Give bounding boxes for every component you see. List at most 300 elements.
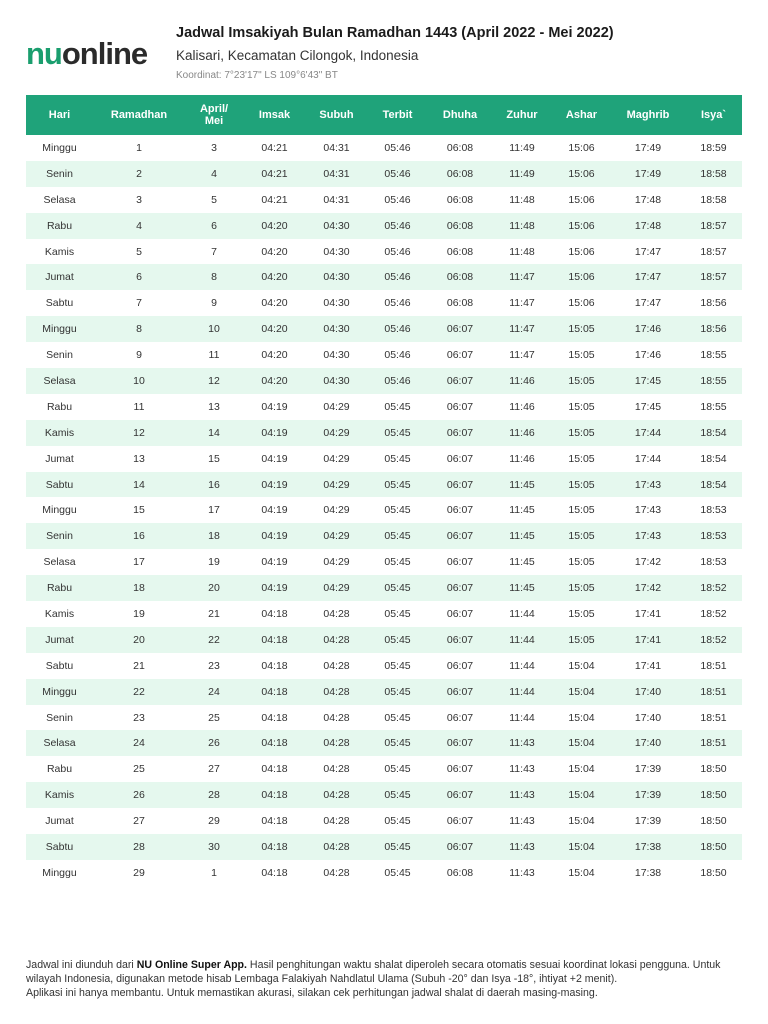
column-header-dhuha: Dhuha xyxy=(428,95,492,135)
cell-april-mei: 16 xyxy=(185,472,243,498)
cell-maghrib: 17:48 xyxy=(634,193,662,206)
table-row xyxy=(26,705,742,731)
cell-ramadhan: 27 xyxy=(133,815,145,828)
cell-ramadhan: 29 xyxy=(133,866,145,879)
table-header-row xyxy=(26,95,742,135)
table-body xyxy=(26,135,742,886)
nu-online-logo xyxy=(26,38,147,69)
cell-ramadhan: 15 xyxy=(133,504,145,517)
cell-april-mei: 7 xyxy=(211,245,217,258)
cell-maghrib: 17:43 xyxy=(634,504,662,517)
cell-hari: Selasa xyxy=(26,730,93,756)
cell-ashar: 15:05 xyxy=(552,627,611,653)
cell-ashar: 15:06 xyxy=(568,141,595,154)
cell-terbit: 05:46 xyxy=(384,193,411,206)
cell-isya: 18:50 xyxy=(685,834,742,860)
cell-maghrib: 17:45 xyxy=(634,400,662,413)
cell-hari: Senin xyxy=(46,711,73,724)
cell-april-mei: 27 xyxy=(208,763,220,776)
cell-imsak: 04:18 xyxy=(261,607,288,620)
cell-maghrib: 17:46 xyxy=(634,349,662,362)
cell-april-mei: 19 xyxy=(208,556,220,569)
cell-dhuha: 06:07 xyxy=(446,815,474,828)
cell-ramadhan: 4 xyxy=(93,213,185,239)
cell-ashar: 15:06 xyxy=(552,264,611,290)
cell-april-mei: 28 xyxy=(185,782,243,808)
cell-dhuha: 06:07 xyxy=(446,659,474,672)
cell-imsak: 04:20 xyxy=(243,316,306,342)
cell-hari: Kamis xyxy=(44,245,75,258)
cell-april-mei: 5 xyxy=(211,193,217,206)
table-row xyxy=(26,679,742,705)
cell-ramadhan: 8 xyxy=(93,316,185,342)
logo-part-online: online xyxy=(61,36,148,71)
cell-ramadhan: 12 xyxy=(93,420,185,446)
cell-dhuha: 06:07 xyxy=(428,782,492,808)
cell-terbit: 05:45 xyxy=(384,711,411,724)
cell-terbit: 05:45 xyxy=(384,400,411,413)
cell-imsak: 04:18 xyxy=(243,730,306,756)
cell-isya: 18:50 xyxy=(700,763,727,776)
cell-terbit: 05:45 xyxy=(367,575,428,601)
cell-terbit: 05:45 xyxy=(384,763,411,776)
table-row xyxy=(26,834,742,860)
cell-imsak: 04:18 xyxy=(243,627,306,653)
cell-ramadhan: 3 xyxy=(136,193,142,206)
cell-isya: 18:57 xyxy=(685,264,742,290)
cell-isya: 18:51 xyxy=(700,659,727,672)
cell-april-mei: 1 xyxy=(211,866,217,879)
cell-ashar: 15:05 xyxy=(552,316,611,342)
cell-maghrib: 17:39 xyxy=(634,815,662,828)
cell-hari: Minggu xyxy=(42,141,77,154)
table-row xyxy=(26,549,742,575)
cell-zuhur: 11:47 xyxy=(509,297,535,310)
cell-hari: Sabtu xyxy=(26,834,93,860)
footer-prefix: Jadwal ini diunduh dari xyxy=(26,959,137,971)
cell-hari: Jumat xyxy=(45,452,74,465)
cell-ashar: 15:05 xyxy=(568,607,595,620)
cell-april-mei: 4 xyxy=(185,161,243,187)
table-row xyxy=(26,342,742,368)
cell-imsak: 04:20 xyxy=(243,368,306,394)
cell-imsak: 04:19 xyxy=(261,452,288,465)
cell-terbit: 05:45 xyxy=(384,815,411,828)
cell-zuhur: 11:44 xyxy=(492,627,552,653)
cell-isya: 18:59 xyxy=(700,141,727,154)
table-row xyxy=(26,161,742,187)
cell-zuhur: 11:46 xyxy=(492,420,552,446)
cell-isya: 18:57 xyxy=(685,213,742,239)
cell-ashar: 15:04 xyxy=(552,730,611,756)
cell-zuhur: 11:46 xyxy=(492,368,552,394)
cell-zuhur: 11:46 xyxy=(509,400,535,413)
cell-ramadhan: 14 xyxy=(93,472,185,498)
cell-hari: Selasa xyxy=(43,556,76,569)
table-row xyxy=(26,135,742,161)
cell-isya: 18:50 xyxy=(700,815,727,828)
cell-dhuha: 06:08 xyxy=(446,141,474,154)
cell-hari: Senin xyxy=(26,523,93,549)
cell-subuh: 04:30 xyxy=(323,297,350,310)
cell-subuh: 04:29 xyxy=(323,504,350,517)
cell-zuhur: 11:47 xyxy=(509,349,535,362)
cell-april-mei: 15 xyxy=(208,452,220,465)
cell-april-mei: 13 xyxy=(208,400,220,413)
cell-ramadhan: 9 xyxy=(136,349,142,362)
cell-isya: 18:51 xyxy=(685,730,742,756)
cell-imsak: 04:21 xyxy=(243,161,306,187)
cell-april-mei: 26 xyxy=(185,730,243,756)
cell-maghrib: 17:44 xyxy=(634,452,662,465)
cell-isya: 18:53 xyxy=(700,556,727,569)
cell-isya: 18:58 xyxy=(700,193,727,206)
cell-terbit: 05:45 xyxy=(367,730,428,756)
coordinates-text: Koordinat: 7°23'17" LS 109°6'43" BT xyxy=(176,70,338,81)
cell-april-mei: 12 xyxy=(185,368,243,394)
page-title: Jadwal Imsakiyah Bulan Ramadhan 1443 (April 2022 - Mei 2022) xyxy=(176,25,614,41)
cell-subuh: 04:28 xyxy=(306,679,367,705)
column-header-ramadhan: Ramadhan xyxy=(93,95,185,135)
cell-zuhur: 11:48 xyxy=(509,193,535,206)
cell-isya: 18:50 xyxy=(700,866,727,879)
cell-ashar: 15:05 xyxy=(568,504,595,517)
cell-maghrib: 17:43 xyxy=(611,523,685,549)
cell-subuh: 04:28 xyxy=(306,782,367,808)
cell-imsak: 04:20 xyxy=(243,264,306,290)
cell-ashar: 15:06 xyxy=(568,245,595,258)
cell-ramadhan: 28 xyxy=(93,834,185,860)
cell-ashar: 15:05 xyxy=(568,349,595,362)
cell-imsak: 04:18 xyxy=(261,659,288,672)
footer-disclaimer: Aplikasi ini hanya membantu. Untuk memastikan akurasi, silakan cek perhitungan jadwal shalat di daerah masing-masing. xyxy=(26,987,598,999)
table-row xyxy=(26,575,742,601)
cell-isya: 18:55 xyxy=(700,400,727,413)
cell-dhuha: 06:07 xyxy=(428,575,492,601)
table-row xyxy=(26,782,742,808)
cell-april-mei: 30 xyxy=(185,834,243,860)
cell-ramadhan: 22 xyxy=(93,679,185,705)
cell-ramadhan: 7 xyxy=(136,297,142,310)
cell-isya: 18:56 xyxy=(700,297,727,310)
table-row xyxy=(26,497,742,523)
cell-subuh: 04:30 xyxy=(323,245,350,258)
cell-imsak: 04:18 xyxy=(261,763,288,776)
cell-isya: 18:51 xyxy=(700,711,727,724)
cell-subuh: 04:28 xyxy=(323,763,350,776)
cell-ramadhan: 20 xyxy=(93,627,185,653)
cell-dhuha: 06:07 xyxy=(428,834,492,860)
cell-dhuha: 06:07 xyxy=(446,556,474,569)
cell-subuh: 04:29 xyxy=(323,400,350,413)
cell-dhuha: 06:08 xyxy=(428,264,492,290)
cell-subuh: 04:30 xyxy=(306,264,367,290)
cell-april-mei: 29 xyxy=(208,815,220,828)
cell-hari: Rabu xyxy=(26,213,93,239)
column-header-april-mei: April/ Mei xyxy=(185,95,243,135)
cell-isya: 18:53 xyxy=(700,504,727,517)
cell-dhuha: 06:07 xyxy=(428,420,492,446)
cell-april-mei: 18 xyxy=(185,523,243,549)
cell-imsak: 04:18 xyxy=(243,679,306,705)
cell-maghrib: 17:46 xyxy=(611,316,685,342)
cell-april-mei: 14 xyxy=(185,420,243,446)
cell-terbit: 05:46 xyxy=(384,141,411,154)
table-row xyxy=(26,446,742,472)
cell-terbit: 05:45 xyxy=(384,866,411,879)
cell-zuhur: 11:45 xyxy=(492,575,552,601)
cell-dhuha: 06:07 xyxy=(428,679,492,705)
cell-imsak: 04:19 xyxy=(261,556,288,569)
cell-ashar: 15:06 xyxy=(552,161,611,187)
cell-ashar: 15:04 xyxy=(568,711,595,724)
cell-zuhur: 11:43 xyxy=(492,782,552,808)
cell-imsak: 04:18 xyxy=(261,711,288,724)
cell-hari: Sabtu xyxy=(45,297,74,310)
cell-ramadhan: 10 xyxy=(93,368,185,394)
cell-ramadhan: 18 xyxy=(93,575,185,601)
cell-imsak: 04:20 xyxy=(261,297,288,310)
cell-april-mei: 21 xyxy=(208,607,220,620)
cell-ramadhan: 1 xyxy=(136,141,142,154)
cell-subuh: 04:28 xyxy=(323,659,350,672)
cell-hari: Sabtu xyxy=(45,659,74,672)
cell-april-mei: 6 xyxy=(185,213,243,239)
cell-ramadhan: 23 xyxy=(133,711,145,724)
footer-note xyxy=(26,958,756,1000)
title-block xyxy=(176,24,614,82)
cell-maghrib: 17:39 xyxy=(611,782,685,808)
cell-maghrib: 17:40 xyxy=(634,711,662,724)
cell-zuhur: 11:43 xyxy=(492,834,552,860)
cell-terbit: 05:45 xyxy=(384,607,411,620)
table-row xyxy=(26,290,742,316)
cell-dhuha: 06:07 xyxy=(428,472,492,498)
cell-subuh: 04:30 xyxy=(306,213,367,239)
cell-ashar: 15:05 xyxy=(568,400,595,413)
cell-subuh: 04:29 xyxy=(323,556,350,569)
cell-subuh: 04:28 xyxy=(323,815,350,828)
cell-subuh: 04:29 xyxy=(306,575,367,601)
cell-hari: Kamis xyxy=(26,782,93,808)
table-row xyxy=(26,368,742,394)
cell-april-mei: 9 xyxy=(211,297,217,310)
cell-dhuha: 06:07 xyxy=(428,523,492,549)
cell-ashar: 15:05 xyxy=(552,523,611,549)
cell-zuhur: 11:49 xyxy=(492,161,552,187)
cell-april-mei: 23 xyxy=(208,659,220,672)
cell-hari: Minggu xyxy=(42,504,77,517)
cell-subuh: 04:28 xyxy=(323,711,350,724)
cell-hari: Sabtu xyxy=(26,472,93,498)
cell-zuhur: 11:46 xyxy=(509,452,535,465)
cell-april-mei: 22 xyxy=(185,627,243,653)
cell-maghrib: 17:41 xyxy=(634,659,662,672)
cell-isya: 18:52 xyxy=(685,575,742,601)
cell-terbit: 05:46 xyxy=(367,213,428,239)
cell-zuhur: 11:44 xyxy=(509,659,535,672)
cell-isya: 18:54 xyxy=(700,452,727,465)
cell-ramadhan: 19 xyxy=(133,607,145,620)
cell-maghrib: 17:41 xyxy=(611,627,685,653)
cell-isya: 18:53 xyxy=(685,523,742,549)
cell-terbit: 05:45 xyxy=(384,556,411,569)
cell-zuhur: 11:48 xyxy=(509,245,535,258)
cell-hari: Kamis xyxy=(26,420,93,446)
cell-terbit: 05:45 xyxy=(367,523,428,549)
cell-imsak: 04:19 xyxy=(243,523,306,549)
cell-maghrib: 17:43 xyxy=(611,472,685,498)
cell-maghrib: 17:44 xyxy=(611,420,685,446)
cell-ashar: 15:04 xyxy=(552,782,611,808)
cell-subuh: 04:28 xyxy=(306,834,367,860)
cell-terbit: 05:45 xyxy=(367,627,428,653)
cell-subuh: 04:31 xyxy=(306,161,367,187)
cell-hari: Minggu xyxy=(26,679,93,705)
column-header-isya: Isya` xyxy=(685,95,742,135)
cell-ashar: 15:04 xyxy=(568,866,595,879)
table-row xyxy=(26,730,742,756)
cell-zuhur: 11:45 xyxy=(492,523,552,549)
table-row xyxy=(26,264,742,290)
cell-april-mei: 20 xyxy=(185,575,243,601)
column-header-zuhur: Zuhur xyxy=(492,95,552,135)
cell-april-mei: 17 xyxy=(208,504,220,517)
cell-subuh: 04:28 xyxy=(323,607,350,620)
cell-ashar: 15:05 xyxy=(552,420,611,446)
cell-dhuha: 06:08 xyxy=(428,161,492,187)
cell-ramadhan: 25 xyxy=(133,763,145,776)
page-header xyxy=(0,0,768,95)
cell-maghrib: 17:48 xyxy=(611,213,685,239)
cell-ashar: 15:06 xyxy=(552,213,611,239)
cell-ramadhan: 5 xyxy=(136,245,142,258)
cell-maghrib: 17:40 xyxy=(611,730,685,756)
cell-hari: Jumat xyxy=(26,627,93,653)
cell-subuh: 04:30 xyxy=(323,349,350,362)
cell-subuh: 04:30 xyxy=(306,368,367,394)
cell-maghrib: 17:47 xyxy=(634,245,662,258)
table-row xyxy=(26,213,742,239)
cell-hari: Senin xyxy=(46,349,73,362)
cell-isya: 18:51 xyxy=(685,679,742,705)
cell-ramadhan: 13 xyxy=(133,452,145,465)
cell-ashar: 15:04 xyxy=(568,763,595,776)
cell-maghrib: 17:38 xyxy=(611,834,685,860)
cell-dhuha: 06:07 xyxy=(428,627,492,653)
cell-hari: Minggu xyxy=(26,316,93,342)
cell-subuh: 04:31 xyxy=(323,193,350,206)
cell-maghrib: 17:42 xyxy=(611,575,685,601)
cell-imsak: 04:19 xyxy=(261,504,288,517)
cell-terbit: 05:46 xyxy=(367,316,428,342)
cell-april-mei: 8 xyxy=(185,264,243,290)
cell-april-mei: 11 xyxy=(208,349,220,362)
cell-subuh: 04:29 xyxy=(323,452,350,465)
cell-isya: 18:54 xyxy=(685,472,742,498)
cell-isya: 18:55 xyxy=(700,349,727,362)
cell-maghrib: 17:47 xyxy=(611,264,685,290)
cell-zuhur: 11:44 xyxy=(492,679,552,705)
cell-ashar: 15:04 xyxy=(552,679,611,705)
cell-ashar: 15:04 xyxy=(552,834,611,860)
cell-zuhur: 11:45 xyxy=(492,472,552,498)
cell-ashar: 15:05 xyxy=(568,452,595,465)
cell-hari: Jumat xyxy=(45,815,74,828)
cell-maghrib: 17:42 xyxy=(634,556,662,569)
cell-hari: Rabu xyxy=(26,575,93,601)
cell-imsak: 04:18 xyxy=(261,866,288,879)
cell-zuhur: 11:47 xyxy=(492,264,552,290)
cell-hari: Minggu xyxy=(42,866,77,879)
cell-terbit: 05:46 xyxy=(367,264,428,290)
cell-terbit: 05:45 xyxy=(384,504,411,517)
cell-maghrib: 17:41 xyxy=(634,607,662,620)
cell-april-mei: 24 xyxy=(185,679,243,705)
table-row xyxy=(26,653,742,679)
cell-ashar: 15:06 xyxy=(568,193,595,206)
cell-dhuha: 06:07 xyxy=(428,730,492,756)
cell-ashar: 15:05 xyxy=(552,575,611,601)
cell-isya: 18:56 xyxy=(685,316,742,342)
cell-zuhur: 11:43 xyxy=(492,730,552,756)
table-row xyxy=(26,472,742,498)
cell-zuhur: 11:48 xyxy=(492,213,552,239)
cell-maghrib: 17:38 xyxy=(634,866,662,879)
cell-terbit: 05:46 xyxy=(367,161,428,187)
cell-isya: 18:50 xyxy=(685,782,742,808)
cell-subuh: 04:31 xyxy=(323,141,350,154)
table-row xyxy=(26,601,742,627)
cell-maghrib: 17:49 xyxy=(611,161,685,187)
cell-zuhur: 11:44 xyxy=(509,711,535,724)
cell-subuh: 04:29 xyxy=(306,472,367,498)
cell-terbit: 05:45 xyxy=(384,659,411,672)
cell-imsak: 04:21 xyxy=(261,193,288,206)
column-header-maghrib: Maghrib xyxy=(611,95,685,135)
cell-dhuha: 06:07 xyxy=(446,400,474,413)
cell-imsak: 04:20 xyxy=(261,245,288,258)
table-row xyxy=(26,239,742,265)
table-row xyxy=(26,860,742,886)
cell-ashar: 15:04 xyxy=(568,659,595,672)
cell-dhuha: 06:08 xyxy=(446,297,474,310)
cell-april-mei: 3 xyxy=(211,141,217,154)
cell-isya: 18:52 xyxy=(685,627,742,653)
cell-subuh: 04:28 xyxy=(306,627,367,653)
cell-terbit: 05:45 xyxy=(367,420,428,446)
cell-hari: Rabu xyxy=(46,400,73,413)
cell-subuh: 04:29 xyxy=(306,523,367,549)
cell-zuhur: 11:43 xyxy=(509,866,535,879)
table-row xyxy=(26,394,742,420)
cell-imsak: 04:18 xyxy=(243,834,306,860)
cell-ramadhan: 2 xyxy=(93,161,185,187)
cell-maghrib: 17:49 xyxy=(634,141,662,154)
cell-terbit: 05:46 xyxy=(367,368,428,394)
cell-dhuha: 06:08 xyxy=(446,866,474,879)
table-row xyxy=(26,756,742,782)
cell-imsak: 04:19 xyxy=(261,400,288,413)
cell-dhuha: 06:07 xyxy=(446,607,474,620)
cell-dhuha: 06:07 xyxy=(446,711,474,724)
cell-imsak: 04:19 xyxy=(243,420,306,446)
cell-subuh: 04:30 xyxy=(306,316,367,342)
cell-dhuha: 06:07 xyxy=(446,452,474,465)
cell-subuh: 04:28 xyxy=(323,866,350,879)
column-header-hari: Hari xyxy=(26,95,93,135)
cell-terbit: 05:45 xyxy=(384,452,411,465)
